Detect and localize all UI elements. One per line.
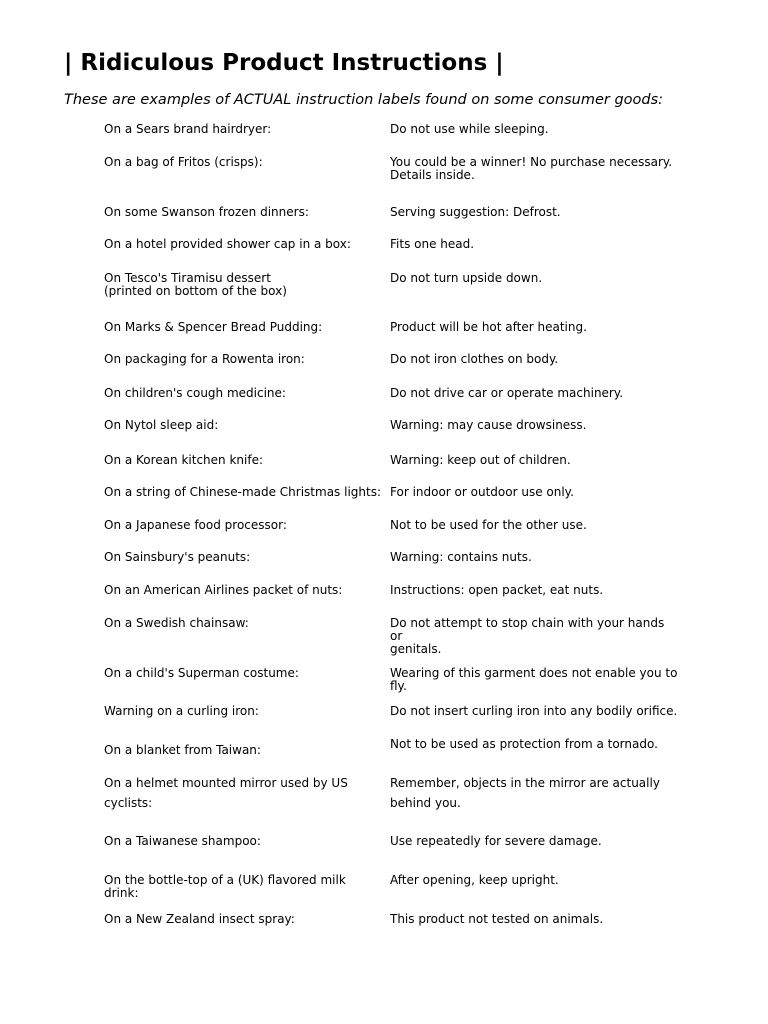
product-cell: On a Sears brand hairdryer: <box>104 122 272 136</box>
instruction-cell: Do not iron clothes on body. <box>390 352 559 366</box>
product-cell: On Nytol sleep aid: <box>104 418 219 432</box>
product-cell: On a New Zealand insect spray: <box>104 912 295 926</box>
instruction-cell: Do not insert curling iron into any bodily orifice. <box>390 704 678 718</box>
instruction-cell: Do not attempt to stop chain with your hands or genitals. <box>390 616 665 656</box>
product-cell: On a hotel provided shower cap in a box: <box>104 237 351 251</box>
product-cell: On a Japanese food processor: <box>104 518 287 532</box>
instruction-cell: You could be a winner! No purchase necessary. Details inside. <box>390 155 673 182</box>
page-title: | Ridiculous Product Instructions | <box>64 50 504 76</box>
instruction-cell: Use repeatedly for severe damage. <box>390 834 602 848</box>
product-cell: Warning on a curling iron: <box>104 704 259 718</box>
product-cell: On a blanket from Taiwan: <box>104 743 261 757</box>
instruction-cell: Do not turn upside down. <box>390 271 543 285</box>
product-cell: On some Swanson frozen dinners: <box>104 205 309 219</box>
product-cell: On Tesco's Tiramisu dessert (printed on bottom of the box) <box>104 271 287 298</box>
product-cell: On Marks & Spencer Bread Pudding: <box>104 320 323 334</box>
page-subtitle: These are examples of ACTUAL instruction labels found on some consumer goods: <box>64 92 664 108</box>
instruction-cell: Not to be used as protection from a tornado. <box>390 737 658 751</box>
instruction-cell: After opening, keep upright. <box>390 873 559 887</box>
instruction-cell: Warning: may cause drowsiness. <box>390 418 587 432</box>
instruction-cell: Warning: contains nuts. <box>390 550 532 564</box>
instruction-cell: Remember, objects in the mirror are actually behind you. <box>390 776 660 810</box>
product-cell: On Sainsbury's peanuts: <box>104 550 251 564</box>
instruction-cell: For indoor or outdoor use only. <box>390 485 574 499</box>
instruction-cell: Fits one head. <box>390 237 475 251</box>
product-cell: On a child's Superman costume: <box>104 666 299 680</box>
product-cell: On a Korean kitchen knife: <box>104 453 264 467</box>
instruction-cell: Product will be hot after heating. <box>390 320 587 334</box>
instruction-cell: Do not drive car or operate machinery. <box>390 386 624 400</box>
instruction-cell: This product not tested on animals. <box>390 912 604 926</box>
instruction-cell: Do not use while sleeping. <box>390 122 549 136</box>
product-cell: On the bottle-top of a (UK) flavored milk drink: <box>104 873 346 900</box>
product-cell: On an American Airlines packet of nuts: <box>104 583 343 597</box>
product-cell: On a helmet mounted mirror used by US cyclists: <box>104 776 348 810</box>
product-cell: On a bag of Fritos (crisps): <box>104 155 263 169</box>
product-cell: On packaging for a Rowenta iron: <box>104 352 305 366</box>
instruction-cell: Warning: keep out of children. <box>390 453 571 467</box>
instruction-cell: Wearing of this garment does not enable you to fly. <box>390 666 678 693</box>
instruction-cell: Not to be used for the other use. <box>390 518 587 532</box>
product-cell: On a string of Chinese-made Christmas lights: <box>104 485 382 499</box>
instruction-cell: Serving suggestion: Defrost. <box>390 205 561 219</box>
product-cell: On children's cough medicine: <box>104 386 286 400</box>
product-cell: On a Taiwanese shampoo: <box>104 834 261 848</box>
product-cell: On a Swedish chainsaw: <box>104 616 249 630</box>
instruction-cell: Instructions: open packet, eat nuts. <box>390 583 604 597</box>
